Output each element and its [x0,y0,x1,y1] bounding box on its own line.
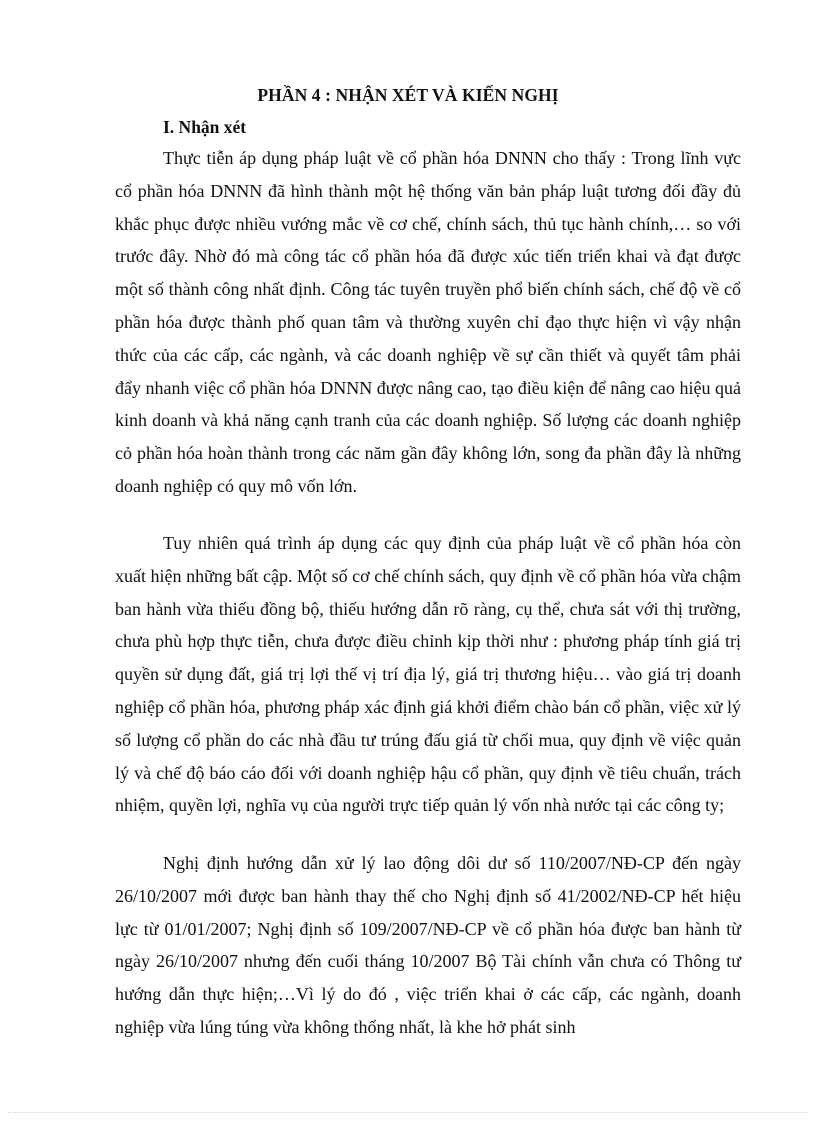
paragraph: Tuy nhiên quá trình áp dụng các quy định của pháp luật về cổ phần hóa còn xuất hiện những bất cập. Một số cơ chế chính sách, quy định về cổ phần hóa vừa chậm ban hành vừa thiếu đồng bộ, thiếu hướng dẫn rõ ràng, cụ thể, chưa sát với thị trường, chưa phù hợp thực tiễn, chưa được điều chỉnh kịp thời như : phương pháp tính giá trị quyền sử dụng đất, giá trị lợi thế vị trí địa lý, giá trị thương hiệu… vào giá trị doanh nghiệp cổ phần hóa, phương pháp xác định giá khởi điểm chào bán cổ phần, việc xử lý số lượng cổ phần do các nhà đầu tư trúng đấu giá từ chối mua, quy định về việc quản lý và chế độ báo cáo đối với doanh nghiệp hậu cổ phần, quy định về tiêu chuẩn, trách nhiệm, quyền lợi, nghĩa vụ của người trực tiếp quản lý vốn nhà nước tại các công ty; [115,533,741,816]
paragraph: Nghị định hướng dẫn xử lý lao động dôi dư số 110/2007/NĐ-CP đến ngày 26/10/2007 mới được ban hành thay thế cho Nghị định số 41/2002/NĐ-CP hết hiệu lực từ 01/01/2007; Nghị định số 109/2007/NĐ-CP về cổ phần hóa được ban hành từ ngày 26/10/2007 nhưng đến cuối tháng 10/2007 Bộ Tài chính vẫn chưa có Thông tư hướng dẫn thực hiện;…Vì lý do đó , việc triển khai ở các cấp, các ngành, doanh nghiệp vừa lúng túng vừa không thống nhất, là khe hở phát sinh [115,853,741,1037]
section-heading: I. Nhận xét [163,117,247,137]
page-title: PHẦN 4 : NHẬN XÉT VÀ KIẾN NGHỊ [257,85,559,105]
paragraph: Thực tiễn áp dụng pháp luật về cổ phần hóa DNNN cho thấy : Trong lĩnh vực cổ phần hóa DNNN đã hình thành một hệ thống văn bản pháp luật tương đối đầy đủ khắc phục được nhiều vướng mắc về cơ chế, chính sách, thủ tục hành chính,… so với trước đây. Nhờ đó mà công tác cổ phần hóa đã được xúc tiến triển khai và đạt được một số thành công nhất định. Công tác tuyên truyền phổ biến chính sách, chế độ về cổ phần hóa được thành phố quan tâm và thường xuyên chỉ đạo thực hiện vì vậy nhận thức của các cấp, các ngành, và các doanh nghiệp về sự cần thiết và quyết tâm phải đẩy nhanh việc cổ phần hóa DNNN được nâng cao, tạo điều kiện để nâng cao hiệu quả kinh doanh và khả năng cạnh tranh của các doanh nghiệp. Số lượng các doanh nghiệp cỏ phần hóa hoàn thành trong các năm gần đây không lớn, song đa phần đây là những doanh nghiệp có quy mô vốn lớn. [115,148,741,496]
page-bottom-divider [8,1112,808,1113]
